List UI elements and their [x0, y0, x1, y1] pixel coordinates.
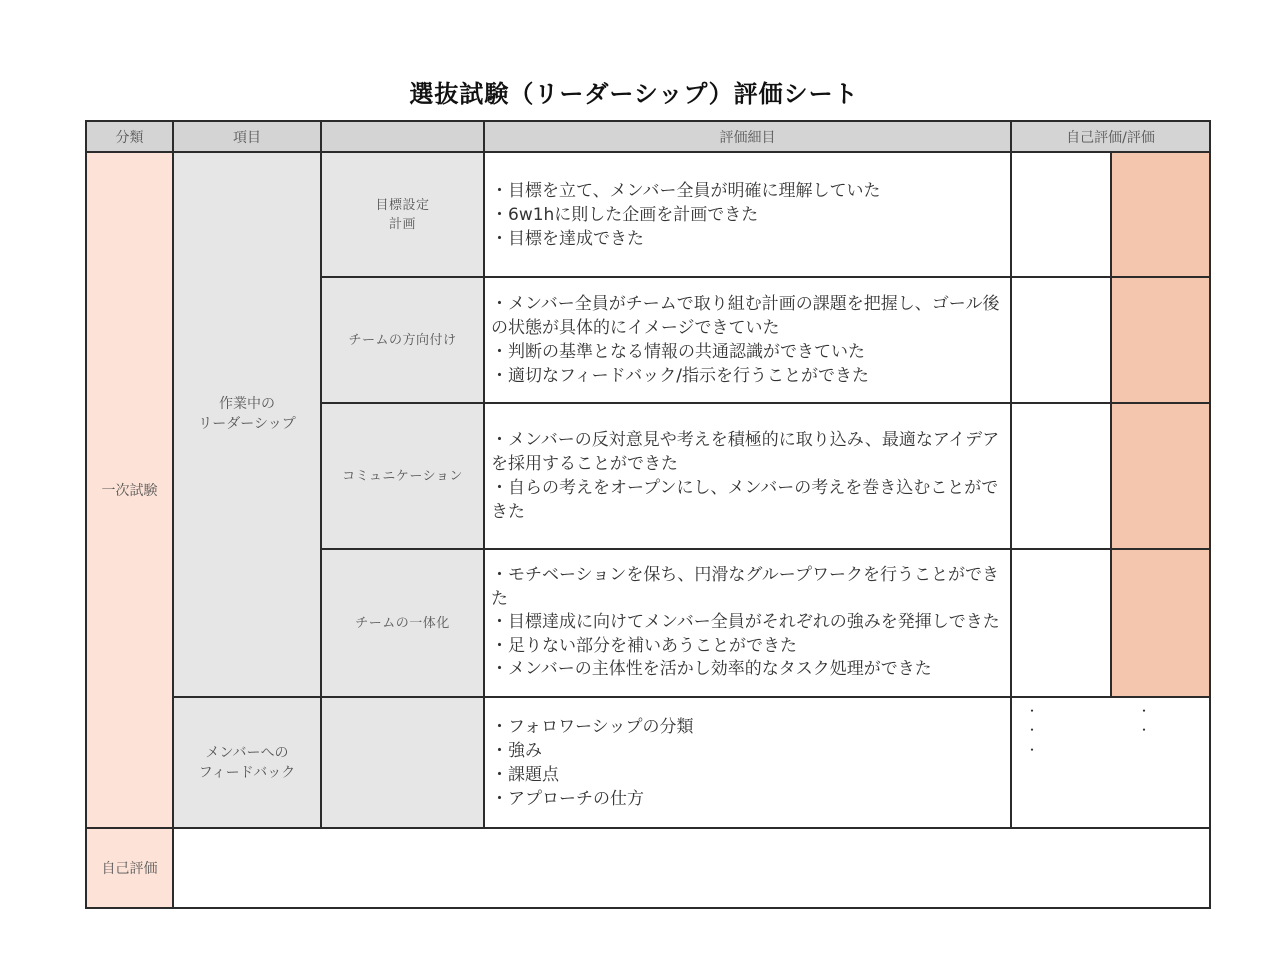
detail-cell: [484, 403, 1011, 549]
page-title: 選抜試験（リーダーシップ）評価シート: [409, 80, 859, 108]
detail-line: ・自らの考えをオープンにし、メンバーの考えを巻き込むことができた: [491, 478, 999, 522]
self-score-cell[interactable]: [1011, 403, 1111, 549]
sub-item-line: コミュニケーション: [342, 468, 463, 484]
eval-score-cell[interactable]: [1111, 549, 1210, 697]
item-line: メンバーへの: [205, 744, 289, 761]
detail-line: ・適切なフィードバック/指示を行うことができた: [491, 366, 870, 386]
eval-score-cell[interactable]: [1111, 277, 1210, 403]
sub-item-line: チームの方向付け: [348, 332, 457, 348]
bullet-mark: ・: [1138, 723, 1151, 737]
item-member-feedback: [173, 697, 321, 828]
detail-line: ・メンバー全員がチームで取り組む計画の課題を把握し、ゴール後の状態が具体的にイメージできていた: [491, 294, 1000, 338]
self-score-cell[interactable]: [1011, 152, 1111, 277]
detail-line: ・目標を立て、メンバー全員が明確に理解していた: [491, 180, 881, 201]
sub-item-team-direction: [321, 277, 484, 403]
header-item: 項目: [173, 121, 321, 152]
table-row: [86, 152, 1210, 277]
sub-item-line: 計画: [388, 216, 416, 232]
detail-cell: [484, 549, 1011, 697]
sub-item-team-unity: [321, 549, 484, 697]
table-row: [86, 697, 1210, 828]
header-detail: 評価細目: [484, 121, 1011, 152]
eval-score-cell[interactable]: [1111, 403, 1210, 549]
detail-cell: [484, 152, 1011, 277]
item-leadership: [173, 152, 321, 697]
table-row: [86, 828, 1210, 908]
self-score-cell[interactable]: [1011, 277, 1111, 403]
item-line: フィードバック: [198, 764, 296, 781]
header-score: 自己評価/評価: [1011, 121, 1210, 152]
detail-line: ・課題点: [491, 764, 559, 785]
sub-item-empty: [321, 697, 484, 828]
self-evaluation-field[interactable]: [173, 828, 1210, 908]
evaluation-sheet-table: [85, 120, 1211, 909]
category-primary: 一次試験: [86, 152, 173, 828]
bullet-mark: ・: [1026, 723, 1039, 737]
detail-line: ・メンバーの反対意見や考えを積極的に取り込み、最適なアイデアを採用することができた: [491, 430, 1000, 474]
detail-line: ・メンバーの主体性を活かし効率的なタスク処理ができた: [491, 659, 932, 680]
detail-line: ・足りない部分を補いあうことができた: [491, 635, 797, 656]
detail-line: ・モチベーションを保ち、円滑なグループワークを行うことができた: [491, 565, 999, 609]
detail-line: ・目標達成に向けてメンバー全員がそれぞれの強みを発揮しできた: [491, 612, 1000, 633]
detail-cell: [484, 697, 1011, 828]
header-sub: [321, 121, 484, 152]
detail-line: ・フォロワーシップの分類: [491, 716, 694, 737]
eval-score-cell[interactable]: [1111, 152, 1210, 277]
sub-item-goal-setting: [321, 152, 484, 277]
bullet-mark: ・: [1138, 704, 1151, 718]
sub-item-line: チームの一体化: [355, 615, 450, 631]
category-self-evaluation: 自己評価: [86, 828, 173, 908]
detail-line: ・6w1hに則した企画を計画できた: [491, 204, 759, 225]
detail-line: ・目標を達成できた: [491, 228, 644, 249]
detail-line: ・判断の基準となる情報の共通認識ができていた: [491, 342, 865, 362]
header-row: [86, 121, 1210, 152]
bullet-mark: ・: [1026, 743, 1039, 757]
item-line: リーダーシップ: [198, 415, 296, 432]
item-line: 作業中の: [219, 395, 275, 412]
header-category: 分類: [86, 121, 173, 152]
detail-line: ・強み: [491, 740, 542, 761]
sub-item-communication: [321, 403, 484, 549]
bullet-mark: ・: [1026, 704, 1039, 718]
feedback-score-cell[interactable]: [1011, 697, 1210, 828]
detail-line: ・アプローチの仕方: [491, 788, 644, 809]
sub-item-line: 目標設定: [375, 197, 430, 213]
detail-cell: [484, 277, 1011, 403]
self-score-cell[interactable]: [1011, 549, 1111, 697]
